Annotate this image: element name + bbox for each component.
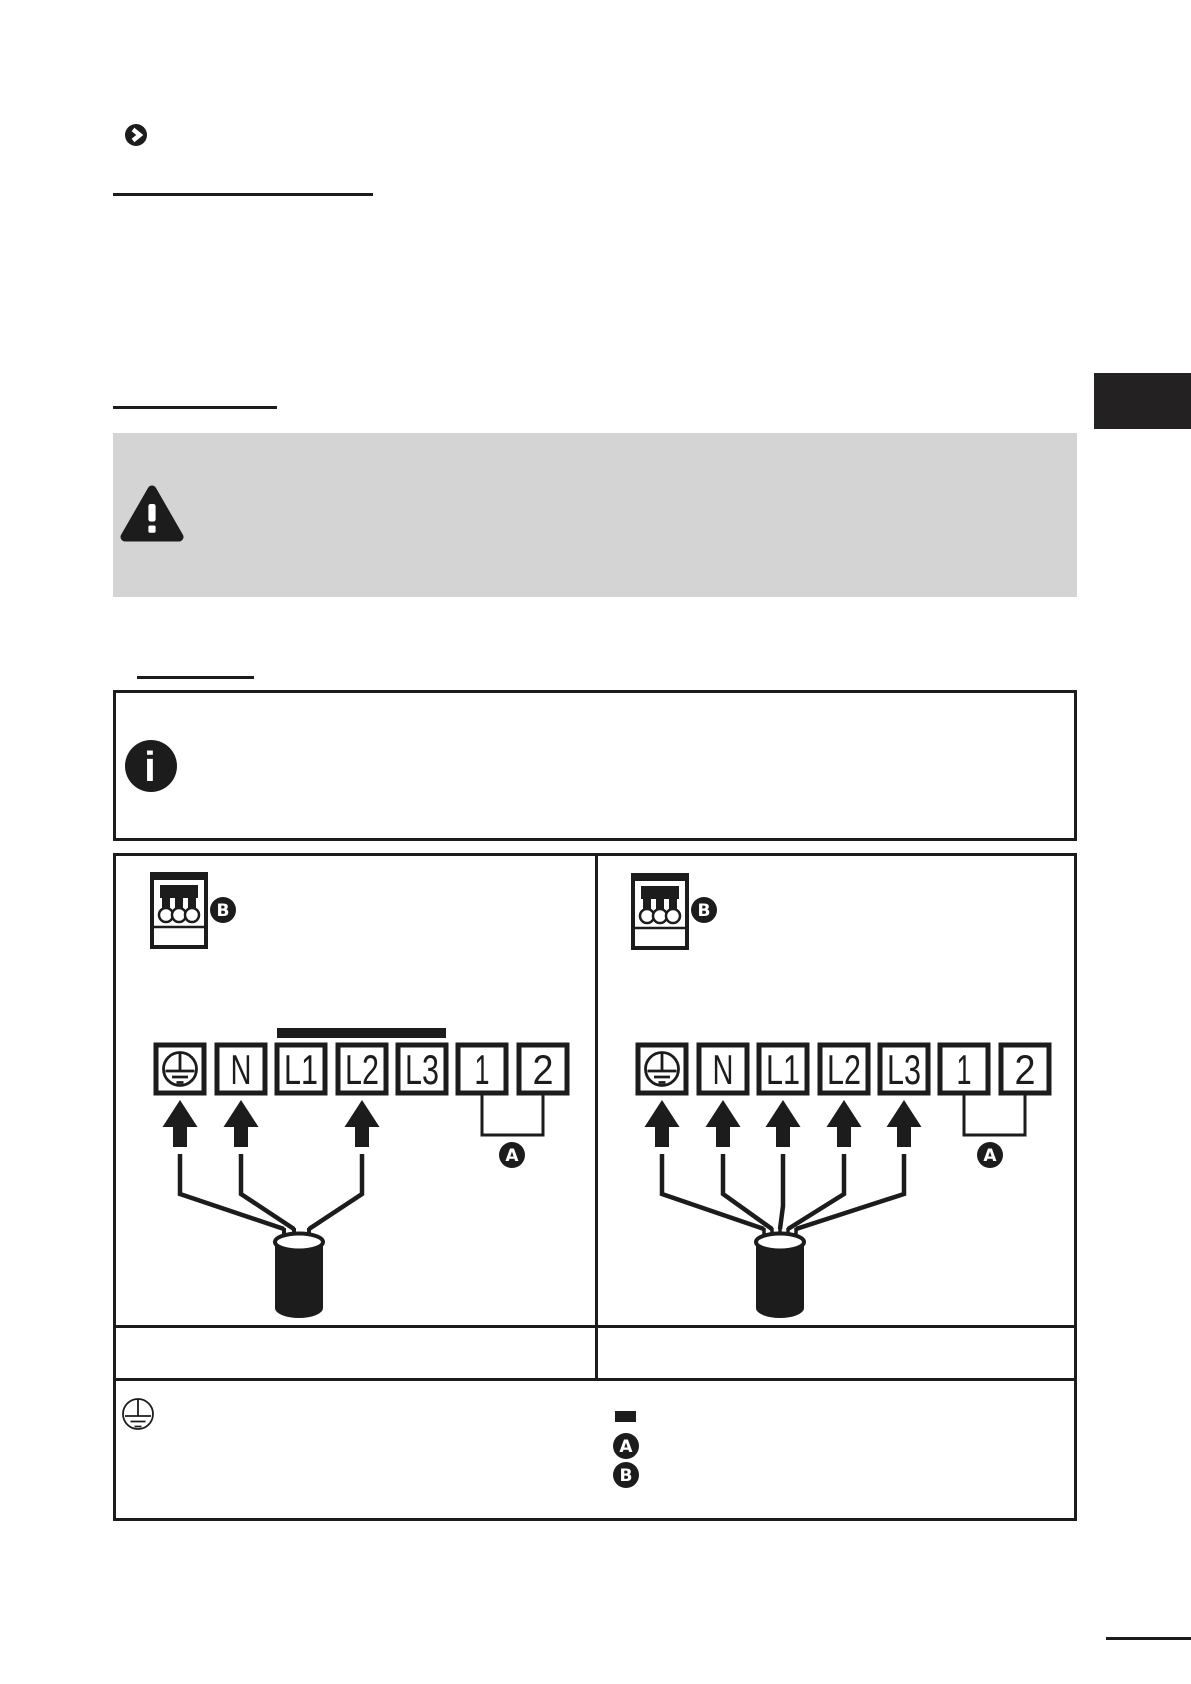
badge-a [499,1142,525,1168]
badge-b [691,897,717,923]
bridge-bar [277,1028,446,1038]
info-box [113,690,1077,841]
diagram-three-phase [598,856,1074,1325]
chevron-bullet-icon [125,124,147,146]
terminal-2 [519,1045,567,1093]
svg-text:A: A [619,1437,633,1457]
terminal-1 [940,1045,988,1093]
cable [756,1228,804,1318]
terminal-2 [1001,1045,1049,1093]
terminal-l2 [338,1045,386,1093]
cable [275,1228,323,1318]
svg-text:1: 1 [956,1046,972,1093]
svg-text:L3: L3 [405,1046,439,1093]
svg-text:B: B [216,901,230,921]
svg-text:i: i [144,743,156,790]
terminal-earth [638,1045,686,1093]
wiring-table [113,853,1077,1521]
svg-text:2: 2 [532,1046,554,1093]
svg-text:A: A [505,1146,519,1166]
svg-text:L2: L2 [827,1046,861,1093]
terminal-1 [458,1045,506,1093]
terminal-earth [156,1045,204,1093]
wire-arrows [163,1100,380,1147]
footer-rule [1106,1637,1191,1640]
svg-text:L3: L3 [887,1046,921,1093]
svg-text:2: 2 [1014,1046,1036,1093]
svg-text:B: B [619,1466,633,1486]
thermostat-bracket [964,1093,1025,1135]
badge-b [210,897,236,923]
warning-triangle-icon [120,483,184,545]
subsection-heading-rule [113,406,277,409]
terminal-l2 [820,1045,868,1093]
cable-wires [662,1154,904,1229]
info-label-rule [137,676,254,679]
contactor-icon [631,873,689,948]
terminal-l3 [398,1045,446,1093]
svg-text:N: N [230,1046,252,1093]
svg-text:L2: L2 [345,1046,379,1093]
svg-text:B: B [697,901,711,921]
legend-badge-b [613,1462,639,1488]
cable-wires [180,1154,362,1229]
badge-a [977,1142,1003,1168]
svg-text:A: A [983,1146,997,1166]
terminal-n [699,1045,747,1093]
svg-text:L1: L1 [766,1046,800,1093]
wire-arrows [645,1100,922,1147]
legend-bridge-bar-key [615,1411,636,1422]
terminal-l1 [277,1045,325,1093]
terminal-l1 [759,1045,807,1093]
thermostat-bracket [482,1093,543,1135]
legend-badge-a [613,1433,639,1459]
legend-earth-icon [123,1399,153,1429]
contactor-icon [150,872,208,947]
legend-row [116,1381,1074,1518]
svg-text:L1: L1 [284,1046,318,1093]
table-row-divider-1 [116,1325,1074,1328]
warning-box [113,433,1077,597]
svg-text:1: 1 [474,1046,490,1093]
page-edge-tab [1094,373,1191,429]
terminal-n [217,1045,265,1093]
svg-text:N: N [712,1046,734,1093]
terminal-l3 [880,1045,928,1093]
section-heading-rule [113,193,373,196]
info-icon [124,739,178,793]
diagram-single-phase [116,856,595,1325]
